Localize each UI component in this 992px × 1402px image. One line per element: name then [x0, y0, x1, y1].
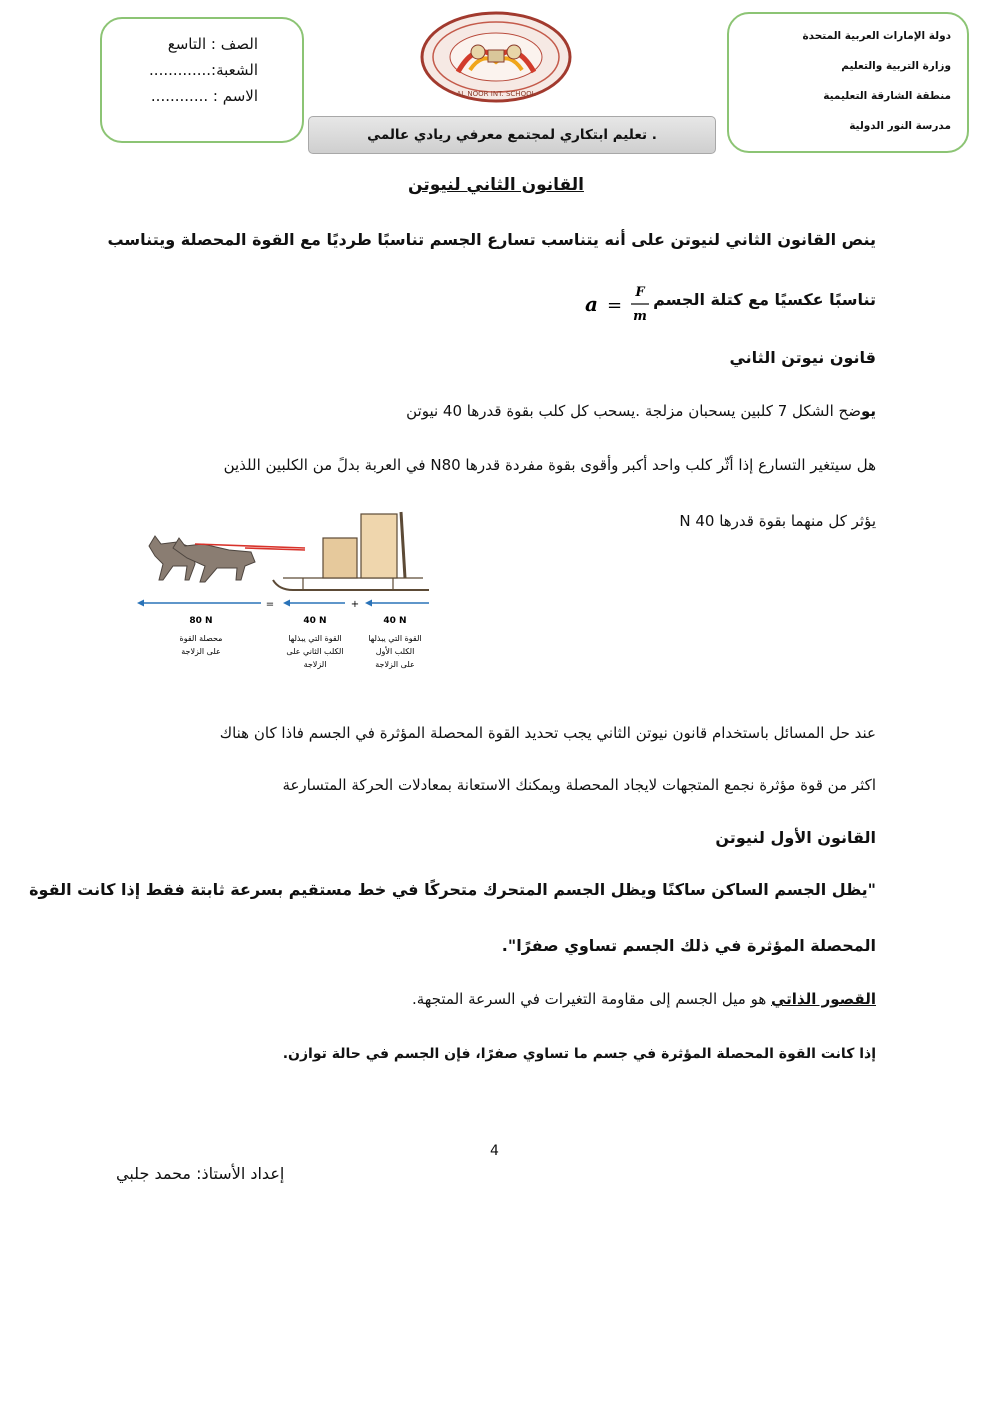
- student-info-box: [100, 17, 304, 143]
- svg-text:F: F: [635, 285, 645, 300]
- org-line-school: مدرسة النور الدولية: [849, 120, 951, 132]
- force-label-dog1: 40 N: [383, 616, 407, 626]
- force-label-net: 80 N: [189, 616, 213, 626]
- author-credit: إعداد الأستاذ: محمد جلبي: [116, 1164, 285, 1183]
- svg-text:=: =: [607, 295, 623, 316]
- inertia-text: هو ميل الجسم إلى مقاومة التغيرات في السرعة المتجهة.: [411, 990, 771, 1008]
- example-line1: [406, 402, 876, 420]
- section-field: الشعبة:.............: [149, 61, 258, 79]
- law-statement-line2: تناسبًا عكسيًا مع كتلة الجسم: [653, 290, 876, 309]
- caption-dog2-3: الزلاجة: [303, 660, 327, 669]
- caption-net-1: محصلة القوة: [179, 634, 223, 643]
- caption-dog1-1: القوة التي يبذلها: [368, 634, 422, 643]
- dog-sled-figure: [133, 508, 433, 678]
- caption-net-2: على الزلاجة: [181, 647, 221, 656]
- caption-dog1-2: الكلب الأول: [375, 647, 415, 656]
- example-line1-bold: يو: [860, 402, 876, 420]
- force-label-dog2: 40 N: [303, 616, 327, 626]
- org-line-ministry: وزارة التربية والتعليم: [841, 60, 951, 72]
- subheading-second-law: قانون نيوتن الثاني: [729, 348, 876, 367]
- force-arrows: [137, 600, 429, 607]
- org-line-zone: منطقة الشارقة التعليمية: [823, 90, 951, 102]
- example-line1-text: ضح الشكل 7 كلبين يسحبان مزلجة .يسحب كل كلب بقوة قدرها 40 نيوتن: [406, 402, 861, 420]
- motto-banner: . تعليم ابتكاري لمجتمع معرفي ريادي عالمي: [308, 116, 716, 154]
- svg-text:m: m: [633, 309, 647, 324]
- first-law-line1: "يظل الجسم الساكن ساكنًا ويظل الجسم المتحرك متحركًا في خط مستقيم بسرعة ثابتة فقط إذا كانت القوة: [29, 880, 876, 899]
- net-force-line1: عند حل المسائل باستخدام قانون نيوتن الثاني يجب تحديد القوة المحصلة المؤثرة في الجسم فاذا كان هناك: [219, 724, 876, 742]
- formula-newton-second-law: [585, 283, 655, 327]
- net-force-line2: اكثر من قوة مؤثرة نجمع المتجهات لايجاد المحصلة ويمكنك الاستعانة بمعادلات الحركة المتسارعة: [282, 776, 876, 794]
- first-law-line2: المحصلة المؤثرة في ذلك الجسم تساوي صفرًا".: [501, 936, 876, 955]
- svg-text:a: a: [585, 292, 598, 316]
- org-line-country: دولة الإمارات العربية المتحدة: [802, 30, 951, 42]
- example-line3: يؤثر كل منهما بقوة قدرها 40 N: [679, 512, 876, 530]
- caption-dog1-3: على الزلاجة: [375, 660, 415, 669]
- class-field: الصف : التاسع: [167, 35, 258, 53]
- law-statement-line1: ينص القانون الثاني لنيوتن على أنه يتناسب تسارع الجسم تناسبًا طرديًا مع القوة المحصلة ويتناسب: [107, 230, 876, 249]
- dog-icon: [149, 536, 255, 582]
- inertia-definition: [412, 990, 876, 1008]
- name-field: الاسم : ............: [150, 87, 258, 105]
- svg-text:AL NOOR INT. SCHOOL: AL NOOR INT. SCHOOL: [456, 90, 536, 98]
- plus-sign: +: [350, 599, 360, 610]
- caption-dog2-1: القوة التي يبذلها: [288, 634, 342, 643]
- organization-info-box: [727, 12, 969, 153]
- example-line2: هل سيتغير التسارع إذا أثّر كلب واحد أكبر وأقوى بقوة مفردة قدرها N80 في العربة بدلً من الكلبين اللذين: [223, 456, 876, 474]
- caption-dog2-2: الكلب الثاني على: [286, 647, 344, 656]
- sled-icon: [273, 512, 429, 590]
- equals-sign: =: [265, 599, 275, 610]
- school-logo: [418, 10, 574, 104]
- inertia-term: القصور الذاتي: [771, 990, 876, 1008]
- page-number: 4: [490, 1143, 499, 1159]
- equilibrium-statement: إذا كانت القوة المحصلة المؤثرة في جسم ما تساوي صفرًا، فإن الجسم في حالة توازن.: [282, 1046, 876, 1062]
- first-law-heading: القانون الأول لنيوتن: [715, 828, 876, 847]
- page-title: القانون الثاني لنيوتن: [408, 175, 584, 195]
